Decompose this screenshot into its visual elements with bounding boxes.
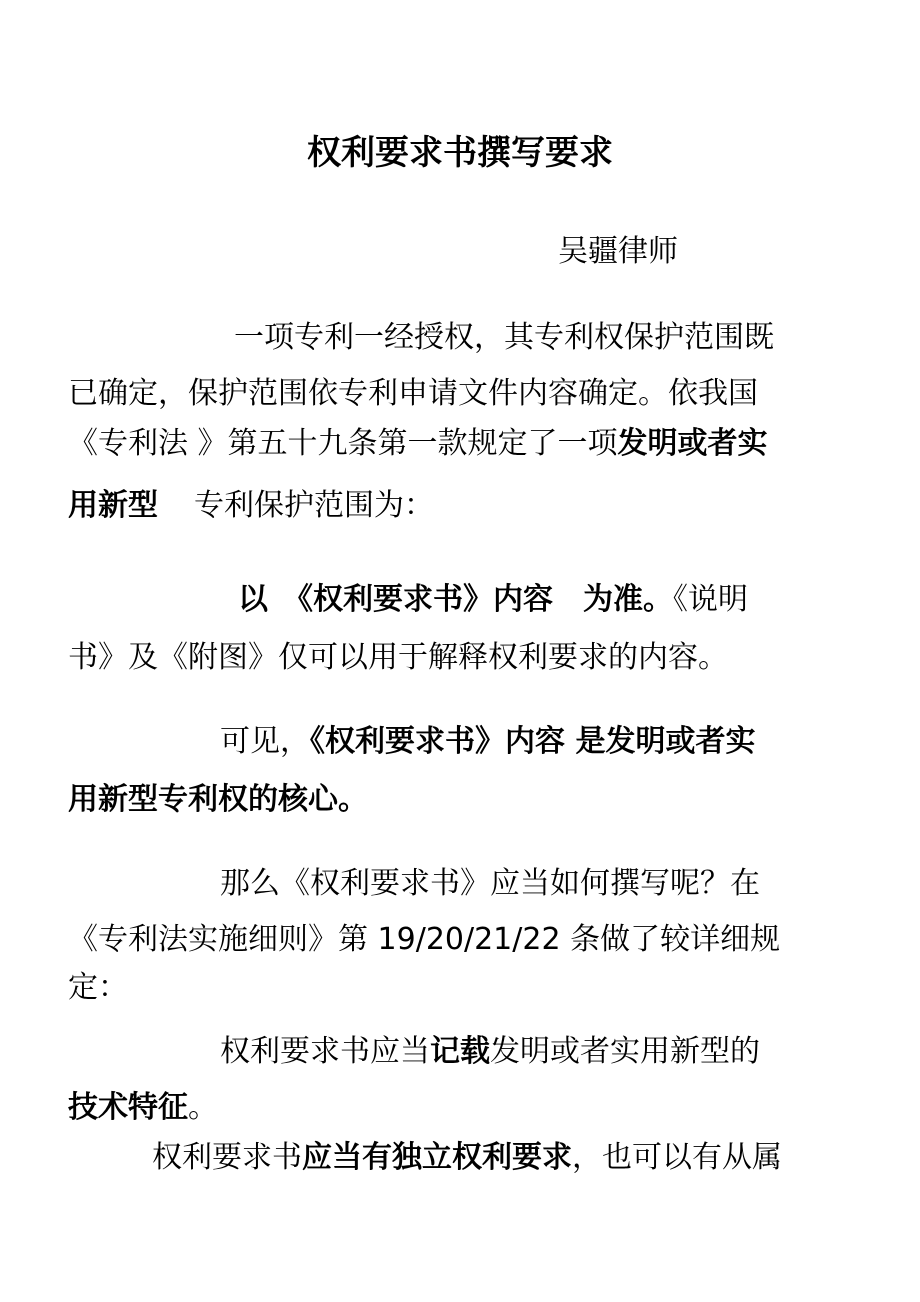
paragraph-3-line-1 <box>220 720 856 764</box>
paragraph-1-line-4-text: 专利保护范围为： <box>194 488 434 523</box>
paragraph-5-line-2-text: 。 <box>188 1090 218 1125</box>
paragraph-6-line-1-text-a: 权利要求书 <box>152 1140 302 1175</box>
paragraph-1-line-3-text: 《专利法 》第五十九条第一款规定了一项 <box>68 426 618 461</box>
paragraph-2-line-2: 书》及《附图》仅可以用于解释权利要求的内容。 <box>68 640 728 675</box>
paragraph-5-line-1-text-b: 发明或者实用新型的 <box>490 1034 760 1069</box>
paragraph-6-line-1-bold: 应当有独立权利要求 <box>302 1140 572 1175</box>
paragraph-4-line-2: 《专利法实施细则》第 19/20/21/22 条做了较详细规 <box>68 922 781 957</box>
paragraph-6-line-1-text-b: ，也可以有从属 <box>572 1140 782 1175</box>
paragraph-1-line-1: 一项专利一经授权，其专利权保护范围既 <box>234 320 774 355</box>
paragraph-3-line-1-bold: 《权利要求书》内容 是发明或者实 <box>310 724 756 759</box>
paragraph-5-line-1-text-a: 权利要求书应当 <box>220 1034 430 1069</box>
paragraph-1-line-4 <box>68 484 858 528</box>
paragraph-1-line-3 <box>68 422 858 466</box>
paragraph-5-line-1 <box>220 1030 856 1074</box>
paragraph-4-line-1: 那么《权利要求书》应当如何撰写呢？在 <box>220 866 760 901</box>
paragraph-5-line-1-bold: 记载 <box>430 1034 490 1069</box>
paragraph-1-line-2: 已确定，保护范围依专利申请文件内容确定。依我国 <box>68 376 758 411</box>
paragraph-1-line-3-bold: 发明或者实 <box>617 426 768 461</box>
paragraph-4-line-3: 定： <box>68 970 128 1005</box>
paragraph-2-line-1 <box>238 578 854 622</box>
paragraph-6-line-1 <box>152 1136 856 1180</box>
paragraph-3-line-2: 用新型专利权的核心。 <box>68 782 368 817</box>
paragraph-3-line-1-text: 可见， <box>220 724 310 759</box>
document-title: 权利要求书撰写要求 <box>307 133 613 173</box>
paragraph-1-line-4-bold: 用新型 <box>68 488 158 523</box>
paragraph-5-line-2-bold: 技术特征 <box>68 1090 188 1125</box>
paragraph-2-line-1-bold: 以 《权利要求书》内容 为准。 <box>238 582 673 617</box>
author-line: 吴疆律师 <box>558 234 678 269</box>
paragraph-5-line-2 <box>68 1086 858 1130</box>
paragraph-2-line-1-text: 《说明 <box>673 582 748 617</box>
